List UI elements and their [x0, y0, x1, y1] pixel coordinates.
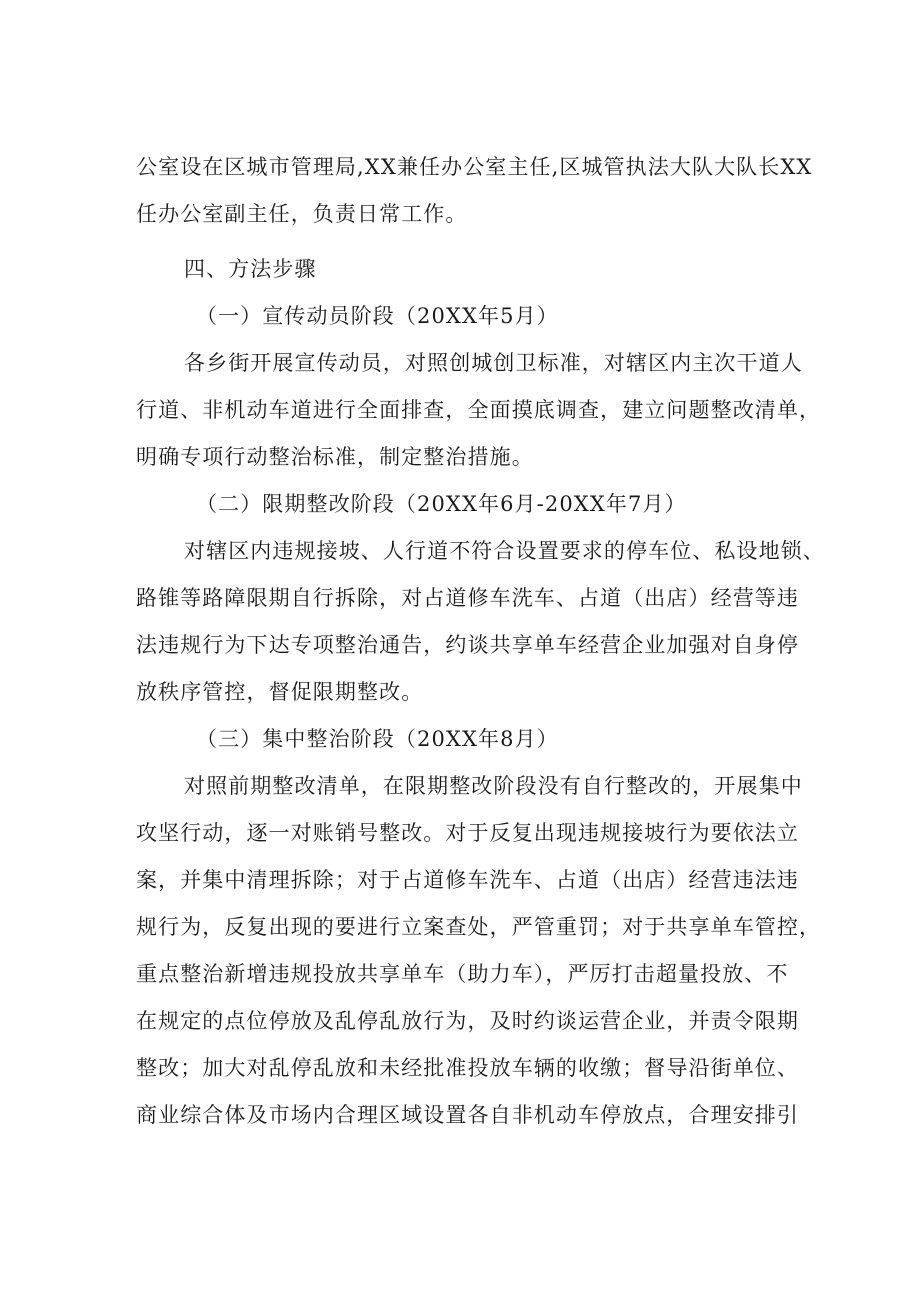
section-heading: 四、方法步骤 [184, 257, 317, 281]
stage-heading: （三）集中整治阶段（20XX年8月） [196, 727, 559, 751]
paragraph-line: 明确专项行动整治标准，制定整治措施。 [136, 445, 534, 469]
paragraph-line: 在规定的点位停放及乱停乱放行为，及时约谈运营企业，并责令限期 [136, 1009, 799, 1033]
paragraph-line: 整改；加大对乱停乱放和未经批准投放车辆的收缴；督导沿街单位、 [136, 1056, 799, 1080]
document-page [136, 150, 825, 1145]
paragraph-line: 路锥等路障限期自行拆除，对占道修车洗车、占道（出店）经营等违 [136, 586, 799, 610]
paragraph-line: 各乡街开展宣传动员，对照创城创卫标准，对辖区内主次干道人 [184, 351, 803, 375]
paragraph-line: 行道、非机动车道进行全面排查，全面摸底调查，建立问题整改清单， [136, 398, 822, 422]
paragraph-line: 对辖区内违规接坡、人行道不符合设置要求的停车位、私设地锁、 [184, 539, 825, 563]
stage-heading: （一）宣传动员阶段（20XX年5月） [196, 304, 559, 328]
paragraph-line: 公室设在区城市管理局,XX兼任办公室主任,区城管执法大队大队长XX [136, 155, 813, 179]
paragraph-line: 攻坚行动，逐一对账销号整改。对于反复出现违规接坡行为要依法立 [136, 821, 799, 845]
paragraph-line: 规行为，反复出现的要进行立案查处，严管重罚；对于共享单车管控， [136, 915, 822, 939]
paragraph-line: 商业综合体及市场内合理区域设置各自非机动车停放点，合理安排引 [136, 1103, 799, 1127]
stage-heading: （二）限期整改阶段（20XX年6月-20XX年7月） [196, 492, 687, 516]
paragraph-line: 重点整治新增违规投放共享单车（助力车），严厉打击超量投放、不 [136, 962, 789, 986]
paragraph-line: 对照前期整改清单，在限期整改阶段没有自行整改的，开展集中 [184, 774, 803, 798]
paragraph-line: 案，并集中清理拆除；对于占道修车洗车、占道（出店）经营违法违 [136, 868, 799, 892]
paragraph-line: 任办公室副主任，负责日常工作。 [136, 202, 468, 226]
paragraph-line: 法违规行为下达专项整治通告，约谈共享单车经营企业加强对自身停 [136, 633, 799, 657]
paragraph-line: 放秩序管控，督促限期整改。 [136, 680, 424, 704]
